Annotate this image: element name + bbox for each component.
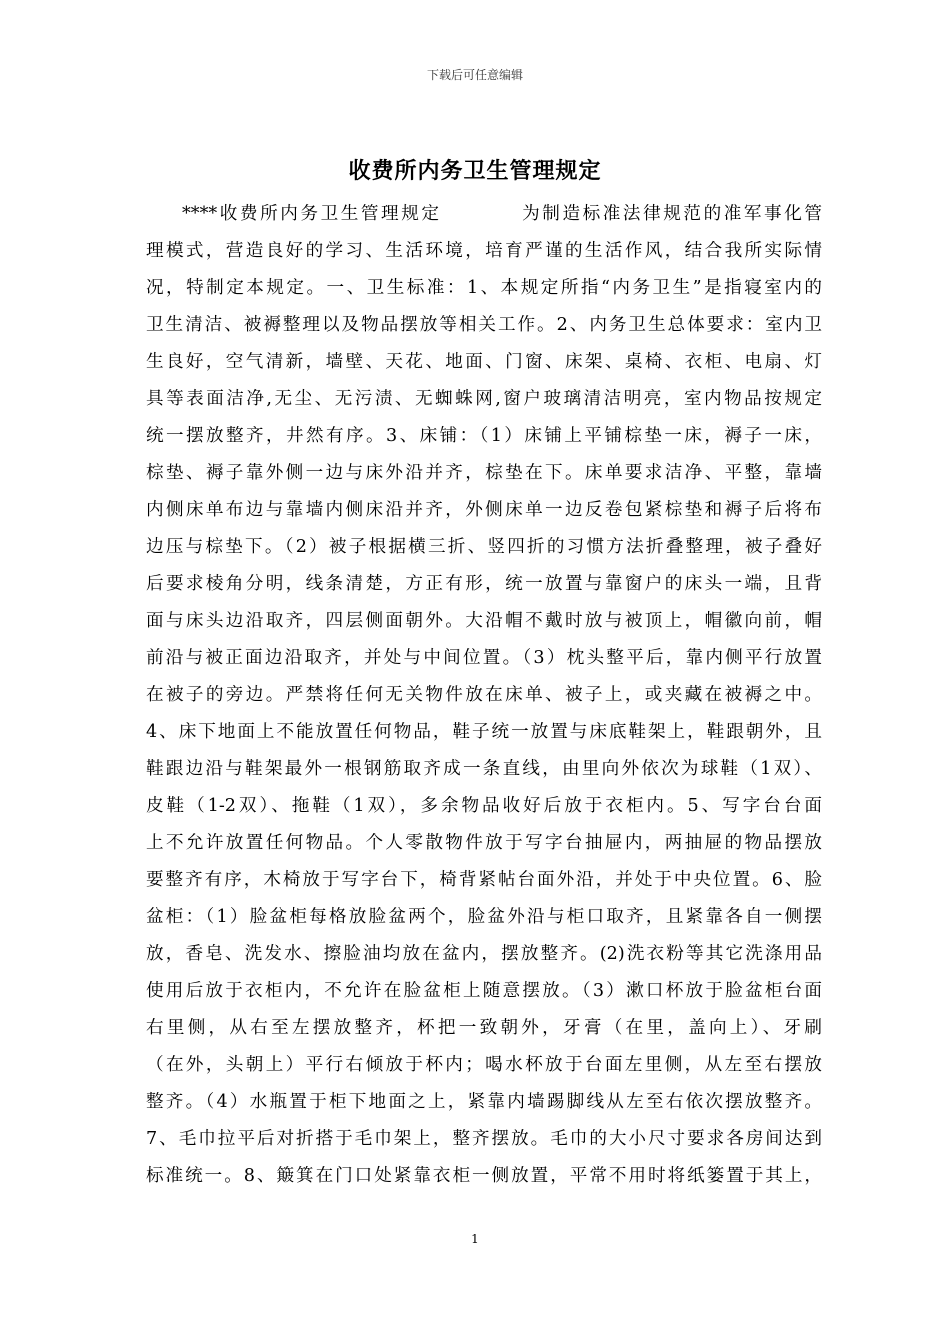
body-line: 盆柜：（1）脸盆柜每格放脸盆两个，脸盆外沿与柜口取齐，且紧靠各自一侧摆 [146, 907, 822, 927]
body-line: 边压与棕垫下。（2）被子根据横三折、竖四折的习惯方法折叠整理，被子叠好 [146, 537, 822, 557]
body-line: 使用后放于衣柜内，不允许在脸盆柜上随意摆放。（3）漱口杯放于脸盆柜台面 [146, 981, 822, 1001]
body-line: 4、床下地面上不能放置任何物品，鞋子统一放置与床底鞋架上，鞋跟朝外，且 [146, 722, 822, 742]
body-line: 面与床头边沿取齐，四层侧面朝外。大沿帽不戴时放与被顶上，帽徽向前，帽 [146, 611, 822, 631]
body-line-1-part-b: 为制造标准法律规范的准军事化管 [519, 204, 822, 224]
body-line: 标准统一。8、簸箕在门口处紧靠衣柜一侧放置，平常不用时将纸篓置于其上， [146, 1166, 822, 1186]
page-number: 1 [471, 1232, 479, 1246]
body-line: 上不允许放置任何物品。个人零散物件放于写字台抽屉内，两抽屉的物品摆放 [146, 833, 822, 853]
body-line: 棕垫、褥子靠外侧一边与床外沿并齐，棕垫在下。床单要求洁净、平整，靠墙 [146, 463, 822, 483]
body-line: 皮鞋（1-2双）、拖鞋（1双），多余物品收好后放于衣柜内。5、写字台台面 [146, 796, 822, 816]
body-line: 7、毛巾拉平后对折搭于毛巾架上，整齐摆放。毛巾的大小尺寸要求各房间达到 [146, 1129, 822, 1149]
document-title: 收费所内务卫生管理规定 [348, 158, 602, 184]
body-line-1-part-a: ****收费所内务卫生管理规定 [182, 204, 442, 224]
body-line: 具等表面洁净,无尘、无污渍、无蜘蛛网,窗户玻璃清洁明亮，室内物品按规定 [146, 389, 822, 409]
body-line: 内侧床单布边与靠墙内侧床沿并齐，外侧床单一边反卷包紧棕垫和褥子后将布 [146, 500, 822, 520]
document-body [146, 196, 822, 1195]
body-line: 后要求棱角分明，线条清楚，方正有形，统一放置与靠窗户的床头一端，且背 [146, 574, 822, 594]
body-line: 卫生清洁、被褥整理以及物品摆放等相关工作。2、内务卫生总体要求：室内卫 [146, 315, 822, 335]
body-line: 统一摆放整齐，井然有序。3、床铺：（1）床铺上平铺棕垫一床，褥子一床， [146, 426, 822, 446]
body-line: 生良好，空气清新，墙壁、天花、地面、门窗、床架、桌椅、衣柜、电扇、灯 [146, 352, 822, 372]
body-line: 前沿与被正面边沿取齐，并处与中间位置。（3）枕头整平后，靠内侧平行放置 [146, 648, 822, 668]
body-line-1 [146, 196, 822, 233]
page-header: 下载后可任意编辑 [426, 68, 523, 82]
body-line: 理模式，营造良好的学习、生活环境，培育严谨的生活作风，结合我所实际情 [146, 241, 822, 261]
body-line: 右里侧，从右至左摆放整齐，杯把一致朝外，牙膏（在里，盖向上）、牙刷 [146, 1018, 822, 1038]
body-line: 况，特制定本规定。一、卫生标准：1、本规定所指“内务卫生”是指寝室内的 [146, 278, 822, 298]
body-line: （在外，头朝上）平行右倾放于杯内；喝水杯放于台面左里侧，从左至右摆放 [146, 1055, 822, 1075]
body-line: 整齐。（4）水瓶置于柜下地面之上，紧靠内墙踢脚线从左至右依次摆放整齐。 [146, 1092, 822, 1112]
body-line: 鞋跟边沿与鞋架最外一根钢筋取齐成一条直线，由里向外依次为球鞋（1双）、 [146, 759, 822, 779]
body-line: 要整齐有序，木椅放于写字台下，椅背紧帖台面外沿，并处于中央位置。6、脸 [146, 870, 822, 890]
body-line: 在被子的旁边。严禁将任何无关物件放在床单、被子上，或夹藏在被褥之中。 [146, 685, 822, 705]
body-line: 放，香皂、洗发水、擦脸油均放在盆内，摆放整齐。(2)洗衣粉等其它洗涤用品 [146, 944, 822, 964]
